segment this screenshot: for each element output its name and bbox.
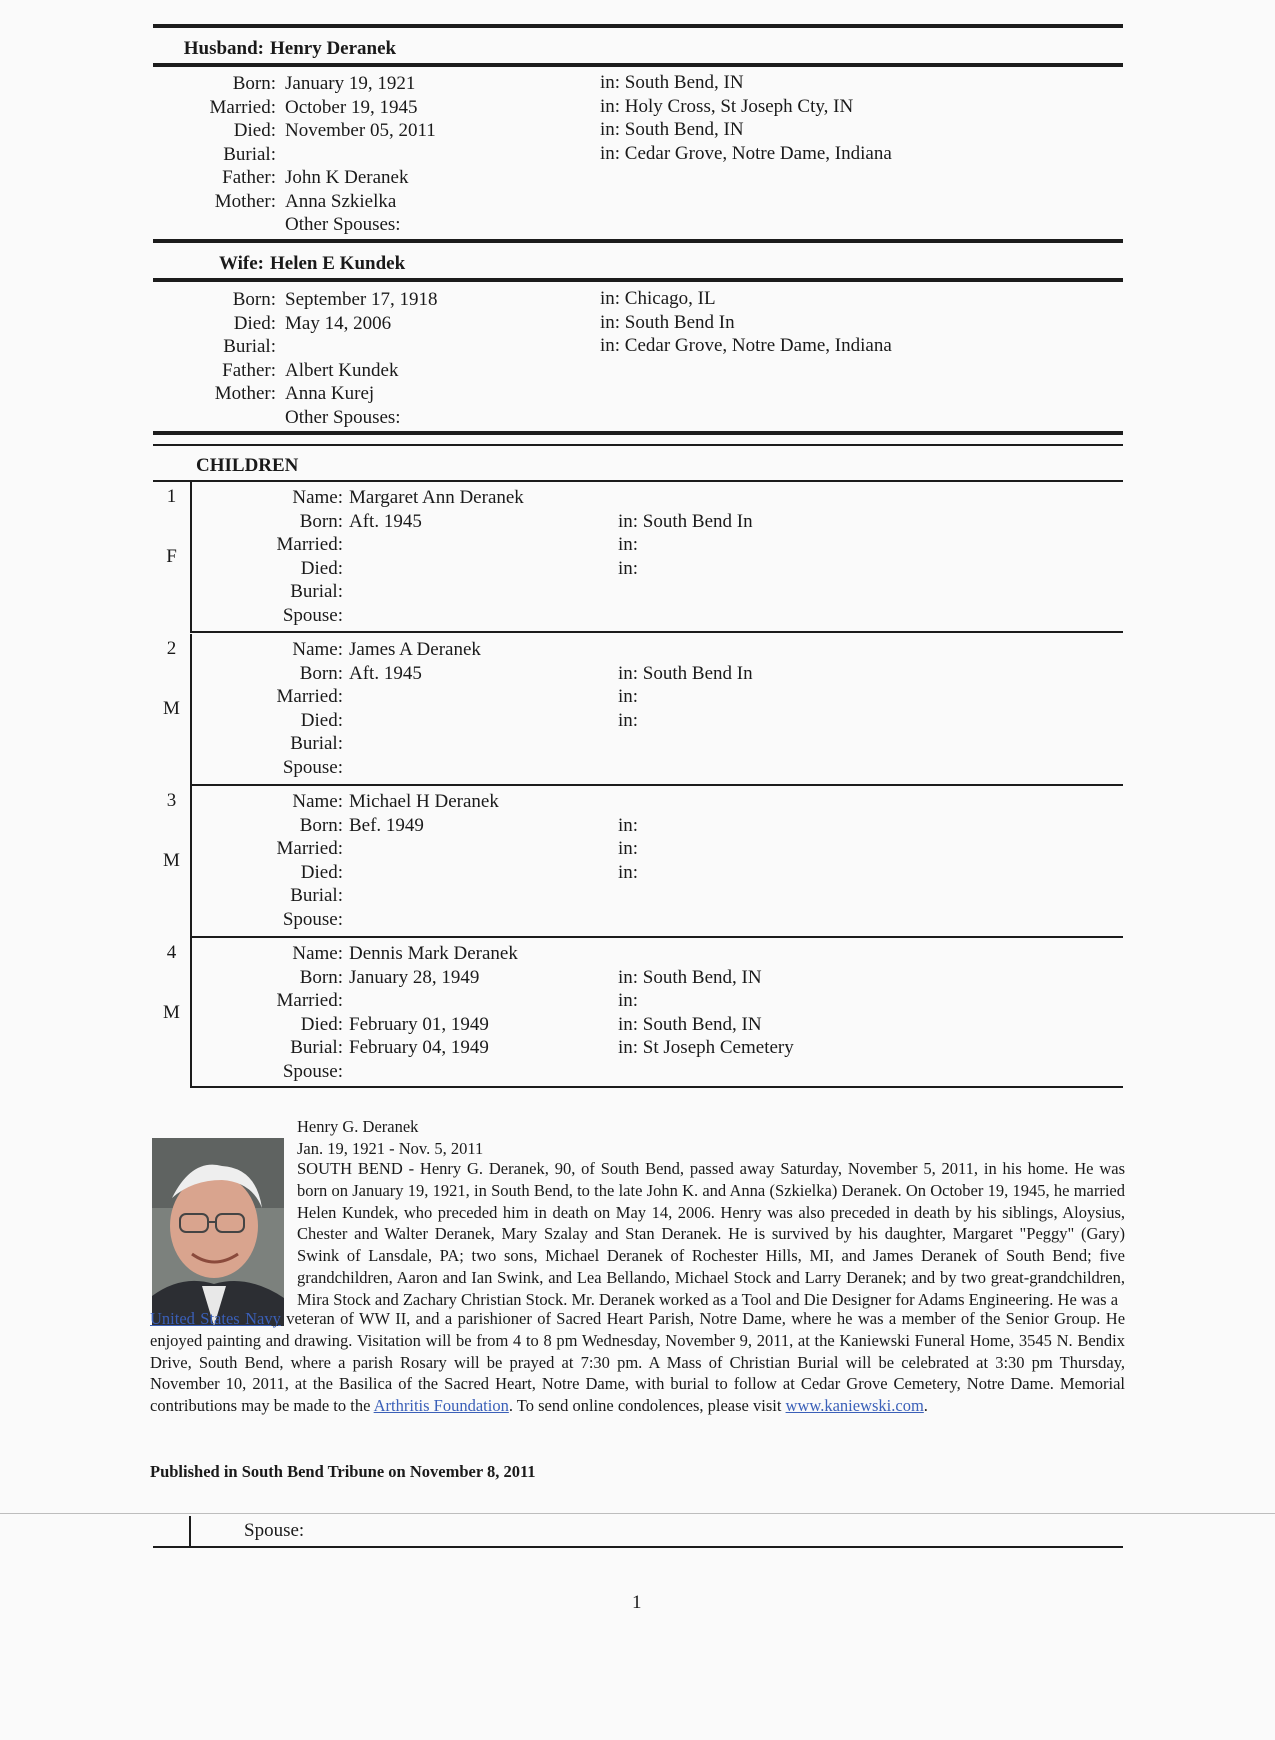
married-place: in: (618, 990, 639, 1011)
husband-label: Husband: (183, 38, 264, 59)
children-title: CHILDREN (196, 455, 299, 476)
footer-vline (189, 1516, 191, 1546)
born-label: Born: (299, 814, 343, 836)
married-label: Married: (276, 990, 343, 1011)
born-value: Aft. 1945 (349, 662, 422, 684)
mother-value: Anna Szkielka (285, 190, 397, 212)
burial-place: in: Cedar Grove, Notre Dame, Indiana (600, 142, 892, 164)
burial-value (349, 732, 481, 756)
born-value: Bef. 1949 (349, 814, 424, 836)
burial-label: Burial: (290, 1037, 343, 1058)
child-row (153, 482, 1123, 633)
obituary-text: SOUTH BEND - Henry G. Deranek, 90, of South Bend, passed away Saturday, November 5, 2011, in his home. He was born on January 19, 1921, in South Bend, to the late John K. and Anna (Szkielka) Deranek. On October 19, 1945, he married Helen Kundek, who preceded him in death on May 14, 2006. Henry was also preceded in death by his siblings, Aloysius, Chester and Walter Deranek, Mary Szalay and Stan Deranek. He is survived by his daughter, Margaret "Peggy" (Gary) Swink of Lansdale, PA; two sons, Michael Deranek of Rochester Hills, MI, and James Deranek of South Bend; five grandchildren, Aaron and Ian Swink, and Lea Bellando, Michael Stock and Larry Deranek; and by two great-grandchildren, Mira Stock and Zachary Christian Stock. Mr. Deranek worked as a Tool and Die Designer for Adams Engineering. He was a (297, 1159, 1125, 1309)
husband-values (285, 72, 436, 237)
died-label: Died: (233, 312, 276, 334)
died-value (349, 861, 499, 885)
obituary-text-2: veteran of WW II, and a parishioner of Sacred Heart Parish, Notre Dame, where he was a member of the Senior Group. He enjoyed painting and drawing. Visitation will be from 4 to 8 pm Wednesday, November 9, 2011, at the Kaniewski Funeral Home, 3545 N. Bendix Drive, South Bend, where a parish Rosary will be prayed at 7:30 pm. A Mass of Christian Burial will be celebrated at 3:30 pm Thursday, November 10, 2011, at the Basilica of the Sacred Heart, Notre Dame, with burial to follow at Cedar Grove Cemetery, Notre Dame. Memorial contributions may be made to the (150, 1309, 1126, 1416)
born-place: in: South Bend In (618, 510, 753, 532)
spouse-label: Spouse: (282, 1060, 343, 1082)
child-name: Dennis Mark Deranek (349, 943, 518, 964)
children-top-rule-thin (153, 444, 1123, 446)
husband-header (152, 38, 396, 60)
married-value (349, 533, 524, 557)
name-place (618, 638, 753, 662)
child-sex: M (163, 1002, 180, 1023)
child-number: 4 (166, 942, 177, 963)
born-label: Born: (299, 662, 343, 684)
burial-place: in: Cedar Grove, Notre Dame, Indiana (600, 335, 892, 356)
wife-labels (116, 288, 276, 406)
other-spouses-label: Other Spouses: (285, 214, 401, 235)
child-sex: F (166, 546, 177, 567)
father-value: Albert Kundek (285, 359, 399, 381)
burial-value (349, 580, 524, 604)
burial-value (285, 335, 438, 359)
married-value: October 19, 1945 (285, 96, 418, 118)
wife-header (152, 253, 405, 275)
married-label: Married: (276, 838, 343, 859)
burial-label: Burial: (290, 733, 343, 754)
died-place: in: South Bend In (600, 311, 735, 333)
died-label: Died: (233, 120, 276, 141)
died-label: Died: (300, 1013, 343, 1035)
husband-rule (153, 63, 1123, 67)
name-place (618, 486, 753, 510)
child-row (153, 938, 1123, 1088)
top-rule (153, 24, 1123, 28)
wife-rule (153, 278, 1123, 282)
child-sex: M (163, 698, 180, 719)
born-label: Born: (299, 510, 343, 532)
mother-label: Mother: (214, 383, 276, 404)
spouse-label: Spouse: (282, 604, 343, 626)
born-label: Born: (232, 289, 276, 310)
born-value: January 28, 1949 (349, 966, 480, 988)
spouse-label: Spouse: (282, 908, 343, 930)
mother-label: Mother: (214, 190, 276, 212)
married-label: Married: (209, 96, 276, 118)
died-value: November 05, 2011 (285, 120, 436, 141)
died-value: May 14, 2006 (285, 312, 392, 334)
burial-label: Burial: (223, 336, 276, 357)
married-value (349, 989, 518, 1013)
married-label: Married: (276, 686, 343, 707)
child-name: Margaret Ann Deranek (349, 487, 524, 508)
father-value: John K Deranek (285, 167, 409, 188)
born-place: in: (618, 814, 639, 836)
died-place: in: (618, 709, 639, 731)
obituary-text-3: . To send online condolences, please visit (508, 1396, 782, 1416)
born-place: in: South Bend, IN (600, 72, 744, 93)
husband-name: Henry Deranek (270, 38, 397, 59)
wife-top-rule (153, 239, 1123, 243)
born-place: in: South Bend In (618, 662, 753, 684)
born-value: Aft. 1945 (349, 510, 422, 532)
footer-spouse-label: Spouse: (244, 1520, 305, 1541)
obituary-photo (152, 1138, 284, 1326)
married-place: in: (618, 838, 639, 859)
wife-values (285, 288, 438, 429)
name-place (618, 942, 794, 966)
child-row (153, 634, 1123, 786)
kaniewski-link[interactable]: www.kaniewski.com (785, 1396, 924, 1416)
died-value (349, 557, 524, 581)
wife-name: Helen E Kundek (270, 253, 406, 274)
navy-link[interactable]: United States Navy (150, 1309, 281, 1328)
died-value (349, 709, 481, 733)
married-value (349, 837, 499, 861)
obituary-text-4: . (923, 1396, 928, 1416)
obituary-dates: Jan. 19, 1921 - Nov. 5, 2011 (297, 1139, 484, 1158)
footer-rule (153, 1546, 1123, 1548)
married-place: in: (618, 686, 639, 707)
father-label: Father: (222, 359, 276, 381)
died-value: February 01, 1949 (349, 1013, 489, 1035)
page-number: 1 (632, 1592, 642, 1613)
died-label: Died: (300, 861, 343, 883)
married-value (349, 685, 481, 709)
wife-label: Wife: (218, 253, 264, 274)
born-label: Born: (299, 966, 343, 988)
died-place: in: (618, 557, 639, 579)
died-label: Died: (300, 557, 343, 579)
father-label: Father: (222, 167, 276, 188)
died-place: in: South Bend, IN (618, 1013, 762, 1035)
published-line: Published in South Bend Tribune on November 8, 2011 (150, 1462, 536, 1481)
name-place (618, 790, 638, 814)
died-label: Died: (300, 709, 343, 731)
burial-place: in: St Joseph Cemetery (618, 1037, 794, 1058)
name-label: Name: (292, 791, 343, 812)
born-place: in: South Bend, IN (618, 966, 762, 988)
born-value: September 17, 1918 (285, 289, 438, 310)
husband-labels (116, 72, 276, 213)
spouse-label: Spouse: (282, 756, 343, 778)
wife-places (600, 287, 892, 358)
spouse-value (349, 1060, 518, 1084)
mother-value: Anna Kurej (285, 383, 375, 404)
arthritis-foundation-link[interactable]: Arthritis Foundation (373, 1396, 509, 1416)
married-label: Married: (276, 534, 343, 555)
died-place: in: South Bend, IN (600, 119, 744, 140)
burial-value (349, 884, 499, 908)
spouse-value (349, 756, 481, 780)
child-name: James A Deranek (349, 639, 481, 660)
married-place: in: Holy Cross, St Joseph Cty, IN (600, 95, 854, 117)
born-place: in: Chicago, IL (600, 288, 716, 309)
name-label: Name: (292, 487, 343, 508)
child-number: 3 (166, 790, 177, 811)
child-name: Michael H Deranek (349, 791, 499, 812)
born-value: January 19, 1921 (285, 73, 416, 94)
other-spouses-label: Other Spouses: (285, 406, 401, 428)
name-label: Name: (292, 639, 343, 660)
burial-label: Burial: (290, 885, 343, 906)
burial-label: Burial: (290, 581, 343, 602)
spouse-value (349, 604, 524, 628)
burial-value: February 04, 1949 (349, 1037, 489, 1058)
obituary-text-continued (150, 1308, 1125, 1417)
scan-edge (0, 1513, 1275, 1514)
burial-value (285, 143, 436, 167)
married-place: in: (618, 534, 639, 555)
children-top-rule (153, 431, 1123, 435)
child-number: 2 (166, 638, 177, 659)
name-label: Name: (292, 943, 343, 964)
obituary-text-wrap (297, 1158, 1125, 1330)
child-row (153, 786, 1123, 938)
spouse-value (349, 908, 499, 932)
burial-label: Burial: (223, 143, 276, 165)
obituary-name-link[interactable]: Henry G. Deranek (297, 1117, 419, 1136)
child-number: 1 (166, 486, 177, 507)
child-sex: M (163, 850, 180, 871)
born-label: Born: (232, 73, 276, 94)
died-place: in: (618, 861, 639, 883)
husband-places (600, 71, 892, 165)
